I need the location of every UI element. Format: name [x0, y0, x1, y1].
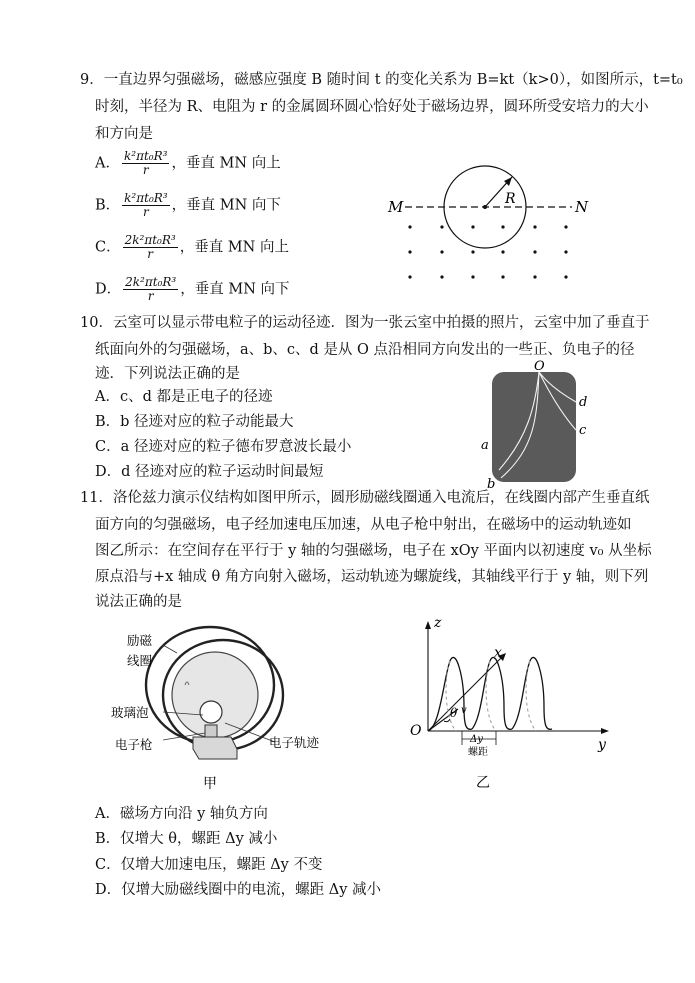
label-pitch: 螺距	[468, 747, 488, 758]
caption-jia: 甲	[203, 776, 217, 792]
q11-option-b[interactable]: B．仅增大 θ，螺距 Δy 减小	[95, 831, 278, 847]
q9-stem-line2: 时刻，半径为 R、电阻为 r 的金属圆环圆心恰好处于磁场边界，圆环所受安培力的大小	[95, 99, 649, 115]
q10-stem-line2: 纸面向外的匀强磁场，a、b、c、d 是从 O 点沿相同方向发出的一些正、负电子的径	[95, 342, 635, 358]
q9-option-c-label: C．	[95, 239, 121, 256]
label-o: O	[534, 359, 545, 374]
electron-track-circle	[200, 701, 222, 723]
q11-figure-jia-lorentz-apparatus	[105, 625, 345, 797]
q10-stem-line1: 10．云室可以显示带电粒子的运动径迹．图为一张云室中拍摄的照片，云室中加了垂直于	[80, 315, 650, 331]
field-dots	[408, 225, 567, 278]
q9-figure-magnetic-boundary	[380, 150, 600, 290]
label-coil-1: 励磁	[127, 633, 153, 648]
q9-option-a-label: A．	[95, 155, 120, 172]
label-z: z	[434, 617, 442, 631]
q11-stem-line1: 11．洛伦兹力演示仪结构如图甲所示，圆形励磁线圈通入电流后，在线圈内部产生垂直纸	[80, 490, 650, 506]
label-m: M	[388, 198, 404, 216]
label-x: x	[494, 645, 502, 661]
q9-option-a-fraction: $\frac{\text{k²πt₀R³}}{r}$	[123, 149, 168, 177]
label-electron-gun: 电子枪	[115, 737, 153, 752]
q11-stem-line3: 图乙所示：在空间存在平行于 y 轴的匀强磁场，电子在 xOy 平面内以初速度 v₀ 从坐标	[95, 543, 652, 559]
q11-option-c[interactable]: C．仅增大加速电压，螺距 Δy 不变	[95, 857, 323, 873]
label-d: d	[579, 395, 588, 410]
label-coil-2: 线圈	[127, 653, 153, 668]
q9-option-c[interactable]	[95, 234, 289, 261]
q11-stem-line2: 面方向的匀强磁场，电子经加速电压加速，从电子枪中射出，在磁场中的运动轨迹如	[95, 517, 632, 533]
label-b: b	[487, 477, 496, 490]
cloud-chamber-photo	[492, 372, 576, 482]
q10-figure-cloud-chamber	[475, 358, 605, 490]
x-axis	[428, 655, 504, 731]
q9-option-a-text: ，垂直 MN 向上	[171, 155, 281, 172]
label-v: v	[461, 705, 467, 716]
label-a: a	[481, 438, 489, 453]
q9-option-d-fraction: $\frac{\text{2k²πt₀R³}}{r}$	[125, 275, 177, 303]
q10-option-d[interactable]: D．d 径迹对应的粒子运动时间最短	[95, 464, 324, 480]
q9-option-d-text: ，垂直 MN 向下	[180, 281, 290, 298]
q11-figure-yi-helix	[400, 617, 615, 797]
q9-option-b-text: ，垂直 MN 向下	[171, 197, 281, 214]
q9-option-b[interactable]	[95, 192, 281, 219]
label-c: c	[579, 423, 587, 438]
q9-option-c-fraction: $\frac{\text{2k²πt₀R³}}{r}$	[124, 233, 176, 261]
q9-option-c-text: ，垂直 MN 向上	[179, 239, 289, 256]
q11-option-a[interactable]: A．磁场方向沿 y 轴负方向	[95, 806, 268, 822]
q10-stem-line3: 迹．下列说法正确的是	[95, 366, 240, 382]
label-y: y	[598, 737, 606, 753]
electron-gun	[205, 725, 217, 737]
label-origin: O	[410, 723, 422, 739]
label-theta: θ	[450, 706, 458, 720]
label-n: N	[575, 198, 589, 216]
q11-stem-line4: 原点沿与+x 轴成 θ 角方向射入磁场，运动轨迹为螺旋线，其轴线平行于 y 轴，则下列	[95, 569, 649, 585]
q10-option-c[interactable]: C．a 径迹对应的粒子德布罗意波长最小	[95, 439, 352, 455]
q9-option-b-fraction: $\frac{\text{k²πt₀R³}}{r}$	[124, 191, 168, 219]
q10-option-a[interactable]: A．c、d 都是正电子的径迹	[95, 389, 273, 405]
q9-option-b-label: B．	[95, 197, 121, 214]
q9-stem-line1: 9．一直边界匀强磁场，磁感应强度 B 随时间 t 的变化关系为 B=kt（k>0），如图所示，t=t₀	[80, 72, 683, 88]
caption-yi: 乙	[476, 775, 490, 791]
q9-option-d-label: D．	[95, 281, 122, 298]
label-electron-track: 电子轨迹	[269, 735, 320, 750]
label-r: R	[505, 191, 516, 207]
q9-option-a[interactable]	[95, 150, 281, 177]
label-glass-bulb: 玻璃泡	[111, 705, 149, 720]
q9-option-d[interactable]	[95, 276, 290, 303]
q10-option-b[interactable]: B．b 径迹对应的粒子动能最大	[95, 414, 294, 430]
q11-stem-line5: 说法正确的是	[95, 594, 182, 610]
label-delta-y: Δy	[470, 734, 483, 745]
q11-option-d[interactable]: D．仅增大励磁线圈中的电流，螺距 Δy 减小	[95, 882, 382, 898]
apparatus-base	[193, 737, 237, 759]
q9-stem-line3: 和方向是	[95, 126, 153, 142]
